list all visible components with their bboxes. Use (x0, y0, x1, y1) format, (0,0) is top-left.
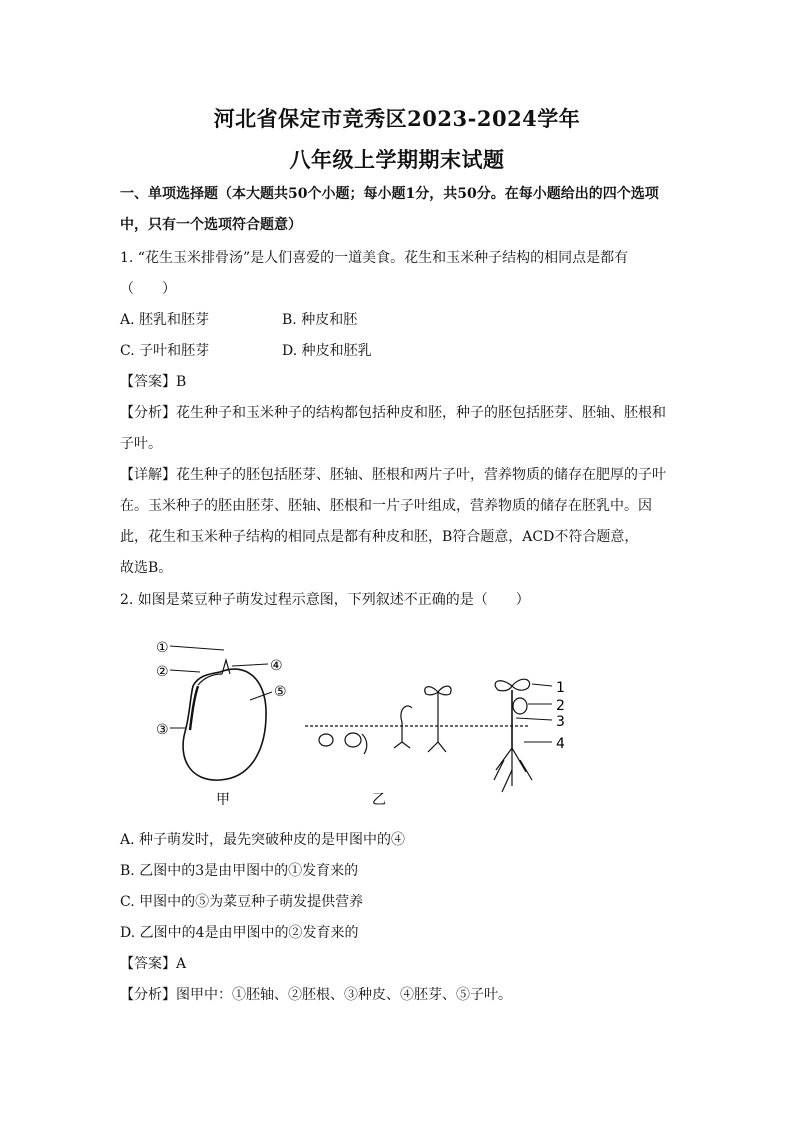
q2-analysis: 【分析】图甲中：①胚轴、②胚根、③种皮、④胚芽、⑤子叶。 (120, 987, 512, 1003)
figure-drawing (140, 630, 580, 810)
label-circle-1: ① (156, 640, 169, 656)
seed-germination-figure (140, 630, 580, 810)
stage-roots-5 (494, 748, 532, 792)
leader-2 (170, 670, 200, 672)
label-circle-5: ⑤ (274, 684, 287, 700)
label-num-2: 2 (556, 698, 565, 714)
radicle-curve (198, 674, 222, 685)
section-heading-line1: 一、单项选择题（本大题共50个小题；每小题1分，共50分。在每小题给出的四个选项 (120, 186, 659, 202)
q1-option-c: C. 子叶和胚芽 (120, 343, 210, 359)
label-num-3: 3 (556, 714, 565, 730)
stage-hook-3 (401, 706, 412, 722)
q1-stem-line2: （ ） (120, 281, 176, 297)
q2-answer: 【答案】A (120, 956, 187, 972)
q1-stem-line1: 1. “花生玉米排骨汤”是人们喜爱的一道美食。花生和玉米种子结构的相同点是都有 (120, 250, 629, 266)
leader-5 (250, 692, 272, 700)
q1-answer: 【答案】B (120, 374, 187, 390)
plumule-shape (222, 660, 230, 674)
label-circle-2: ② (156, 664, 169, 680)
q2-option-c: C. 甲图中的⑤为菜豆种子萌发提供营养 (120, 894, 364, 910)
q1-detail-line3: 此，花生和玉米种子结构的相同点是都有种皮和胚，B符合题意，ACD不符合题意， (120, 529, 639, 545)
q2-option-a: A. 种子萌发时，最先突破种皮的是甲图中的④ (120, 832, 406, 848)
q1-option-b: B. 种皮和胚 (282, 312, 358, 328)
label-num-4: 4 (556, 736, 565, 752)
q1-option-d: D. 种皮和胚乳 (282, 343, 372, 359)
q2-option-d: D. 乙图中的4是由甲图中的②发育来的 (120, 925, 359, 941)
document-title-line1: 河北省保定市竞秀区2023-2024学年 (213, 106, 581, 131)
leader-r3 (516, 718, 552, 720)
seed-coat-outline (183, 669, 266, 780)
leader-1 (170, 646, 224, 650)
stage-root-2 (362, 734, 367, 754)
seed-diagram (170, 646, 272, 780)
stage-cotyledon-5 (513, 698, 527, 714)
label-circle-3: ③ (156, 722, 169, 738)
stage-leaves-5 (495, 679, 529, 691)
q2-stem: 2. 如图是菜豆种子萌发过程示意图，下列叙述不正确的是（ ） (120, 592, 530, 608)
document-title-line2: 八年级上学期期末试题 (289, 147, 505, 172)
label-num-1: 1 (556, 680, 565, 696)
q1-detail-line4: 故选B。 (120, 560, 173, 576)
caption-jia: 甲 (216, 792, 230, 808)
leader-r1 (532, 684, 552, 686)
stage-seed-2 (345, 733, 361, 747)
leader-4 (232, 664, 268, 666)
q1-analysis-line1: 【分析】花生种子和玉米种子的结构都包括种皮和胚，种子的胚包括胚芽、胚轴、胚根和 (120, 405, 666, 421)
section-heading-line2: 中，只有一个选项符合题意） (120, 217, 302, 233)
q2-option-b: B. 乙图中的3是由甲图中的①发育来的 (120, 863, 359, 879)
q1-detail-line2: 在。玉米种子的胚由胚芽、胚轴、胚根和一片子叶组成，营养物质的储存在胚乳中。因 (120, 498, 652, 514)
q1-analysis-line2: 子叶。 (120, 436, 162, 452)
q1-detail-line1: 【详解】花生种子的胚包括胚芽、胚轴、胚根和两片子叶，营养物质的储存在肥厚的子叶 (120, 467, 666, 483)
stage-stem-4 (428, 692, 446, 752)
q1-option-a: A. 胚乳和胚芽 (120, 312, 210, 328)
label-circle-4: ④ (270, 658, 283, 674)
germination-sequence (305, 679, 552, 792)
stage-seed-1 (319, 734, 333, 746)
caption-yi: 乙 (372, 792, 386, 808)
